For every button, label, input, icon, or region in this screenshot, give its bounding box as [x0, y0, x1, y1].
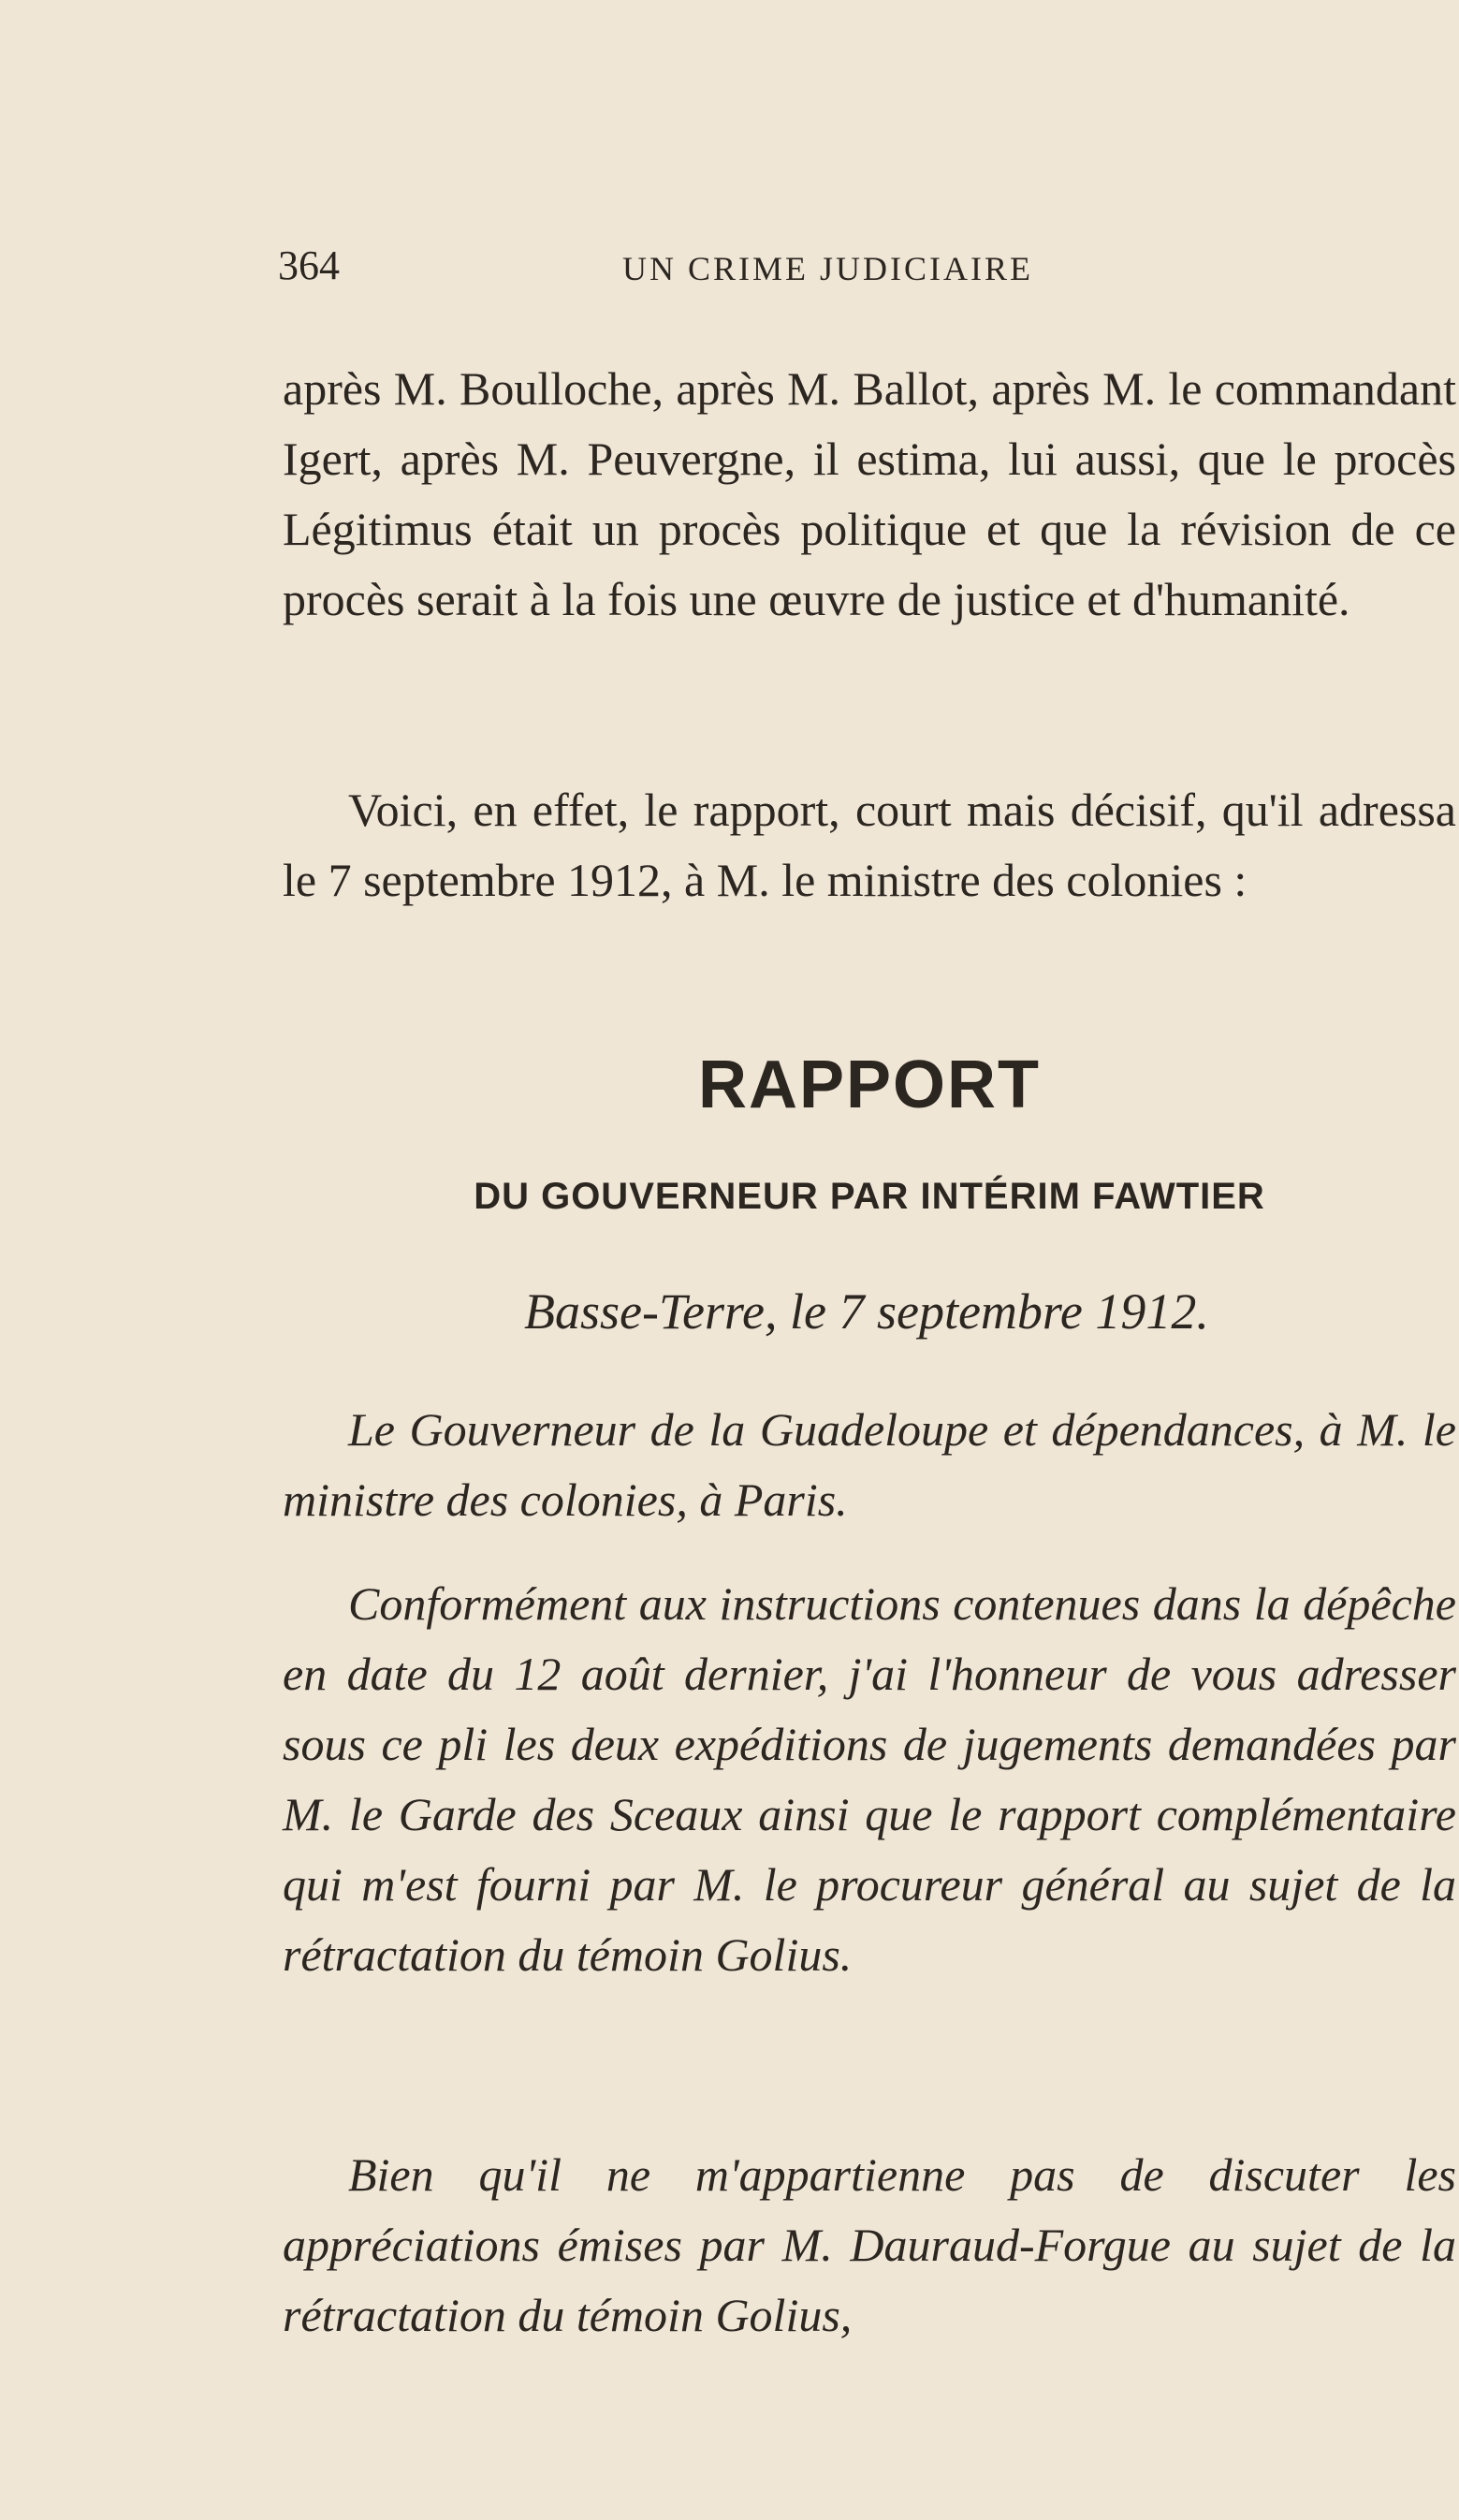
page-header: [278, 242, 1120, 288]
report-body-paragraph-2: Bien qu'il ne m'appartienne pas de discuter les appréciations émises par M. Dauraud-Forgue au sujet de la rétractation du témoin Golius,: [283, 2148, 1456, 2341]
report-title: RAPPORT: [697, 1048, 1042, 1122]
page-number: 364: [278, 242, 340, 288]
paragraph-intro: après M. Boulloche, après M. Ballot, après M. le commandant Igert, après M. Peuvergne, il estima, lui aussi, que le procès Légitimus était un procès politique et que la révision de ce procès serait à la fois une œuvre de justice et d'humanité.: [283, 362, 1456, 625]
report-dateline: Basse-Terre, le 7 septembre 1912.: [524, 1283, 1209, 1340]
running-title: UN CRIME JUDICIAIRE: [622, 250, 1033, 287]
report-subtitle: DU GOUVERNEUR PAR INTÉRIM FAWTIER: [474, 1176, 1265, 1217]
paragraph-rapport-intro: Voici, en effet, le rapport, court mais décisif, qu'il adressa le 7 septembre 1912, à M. le ministre des colonies :: [283, 784, 1456, 906]
report-address: Le Gouverneur de la Guadeloupe et dépendances, à M. le ministre des colonies, à Paris.: [283, 1403, 1456, 1526]
report-body-paragraph-1: Conformément aux instructions contenues dans la dépêche en date du 12 août dernier, j'ai l'honneur de vous adresser sous ce pli les deux expéditions de jugements demandées par M. le Garde des Sceaux ainsi que le rapport complémentaire qui m'est fourni par M. le procureur général au sujet de la rétractation du témoin Golius.: [283, 1577, 1456, 1981]
